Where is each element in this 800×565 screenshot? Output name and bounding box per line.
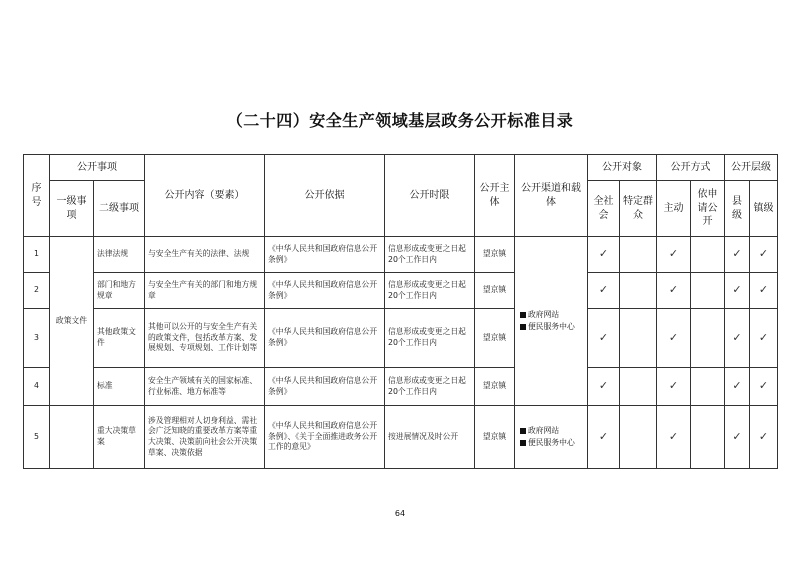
header-level2: 二级事项 xyxy=(94,181,145,237)
catalog-table xyxy=(23,154,778,469)
header-target-specific: 特定群众 xyxy=(620,181,657,237)
empty-cell xyxy=(620,406,657,469)
square-bullet-icon xyxy=(520,440,526,446)
row-level2: 重大决策草案 xyxy=(94,406,145,469)
row-basis: 《中华人民共和国政府信息公开条例》 xyxy=(265,273,385,309)
header-level-county: 县级 xyxy=(725,181,750,237)
square-bullet-icon xyxy=(520,428,526,434)
row-basis: 《中华人民共和国政府信息公开条例》 xyxy=(265,368,385,406)
row-seq: 2 xyxy=(24,273,50,309)
row-subject: 望京镇 xyxy=(475,368,515,406)
empty-cell xyxy=(50,406,94,469)
check-mark-icon: ✓ xyxy=(657,309,691,368)
row-level2: 部门和地方规章 xyxy=(94,273,145,309)
row-time: 信息形成或变更之日起20个工作日内 xyxy=(385,368,475,406)
check-mark-icon: ✓ xyxy=(657,273,691,309)
check-mark-icon: ✓ xyxy=(588,237,620,273)
row-level1: 政策文件 xyxy=(50,237,94,406)
check-mark-icon: ✓ xyxy=(750,309,778,368)
check-mark-icon: ✓ xyxy=(657,368,691,406)
check-mark-icon: ✓ xyxy=(725,237,750,273)
row-time: 信息形成或变更之日起20个工作日内 xyxy=(385,309,475,368)
row-content: 安全生产领域有关的国家标准、行业标准、地方标准等 xyxy=(145,368,265,406)
row-level2: 法律法规 xyxy=(94,237,145,273)
check-mark-icon: ✓ xyxy=(588,406,620,469)
empty-cell xyxy=(620,309,657,368)
header-basis: 公开依据 xyxy=(265,155,385,237)
channel-label: 政府网站 xyxy=(528,310,560,320)
row-basis: 《中华人民共和国政府信息公开条例》 xyxy=(265,309,385,368)
empty-cell xyxy=(620,237,657,273)
header-target-all: 全社会 xyxy=(588,181,620,237)
check-mark-icon: ✓ xyxy=(725,368,750,406)
page-title: （二十四）安全生产领域基层政务公开标准目录 xyxy=(226,111,574,130)
check-mark-icon: ✓ xyxy=(588,309,620,368)
check-mark-icon: ✓ xyxy=(588,273,620,309)
header-method-request: 依申请公开 xyxy=(691,181,725,237)
header-subject: 公开主体 xyxy=(475,155,515,237)
row-subject: 望京镇 xyxy=(475,309,515,368)
row-time: 按进展情况及时公开 xyxy=(385,406,475,469)
header-level: 公开层级 xyxy=(725,155,778,181)
row-level2: 标准 xyxy=(94,368,145,406)
row-seq: 5 xyxy=(24,406,50,469)
row-time: 信息形成或变更之日起20个工作日内 xyxy=(385,237,475,273)
table-row xyxy=(24,368,778,406)
channel-label: 便民服务中心 xyxy=(528,322,575,331)
square-bullet-icon xyxy=(520,324,526,330)
empty-cell xyxy=(691,368,725,406)
header-content: 公开内容（要素） xyxy=(145,155,265,237)
empty-cell xyxy=(691,309,725,368)
row-time: 信息形成或变更之日起20个工作日内 xyxy=(385,273,475,309)
row-seq: 4 xyxy=(24,368,50,406)
check-mark-icon: ✓ xyxy=(725,406,750,469)
header-method-active: 主动 xyxy=(657,181,691,237)
check-mark-icon: ✓ xyxy=(657,237,691,273)
channel-label: 政府网站 xyxy=(528,426,560,436)
row-basis: 《中华人民共和国政府信息公开条例》、《关于全面推进政务公开工作的意见》 xyxy=(265,406,385,469)
check-mark-icon: ✓ xyxy=(750,273,778,309)
header-method: 公开方式 xyxy=(657,155,725,181)
row-content: 涉及管理相对人切身利益、需社会广泛知晓的重要改革方案等重大决策、决策前向社会公开决策草案、决策依据 xyxy=(145,406,265,469)
row-subject: 望京镇 xyxy=(475,406,515,469)
table-row xyxy=(24,237,778,273)
empty-cell xyxy=(691,273,725,309)
row-content: 其他可以公开的与安全生产有关的政策文件，包括改革方案、发展规划、专项规划、工作计划等 xyxy=(145,309,265,368)
row-level2: 其他政策文件 xyxy=(94,309,145,368)
row-channels xyxy=(515,237,588,406)
row-subject: 望京镇 xyxy=(475,237,515,273)
empty-cell xyxy=(620,368,657,406)
table-row xyxy=(24,309,778,368)
table-row xyxy=(24,273,778,309)
row-channels xyxy=(515,406,588,469)
header-target: 公开对象 xyxy=(588,155,657,181)
page-number: 64 xyxy=(394,509,406,518)
empty-cell xyxy=(691,406,725,469)
check-mark-icon: ✓ xyxy=(657,406,691,469)
check-mark-icon: ✓ xyxy=(725,309,750,368)
channel-label: 便民服务中心 xyxy=(528,438,575,447)
header-seq: 序号 xyxy=(24,155,50,237)
row-basis: 《中华人民共和国政府信息公开条例》 xyxy=(265,237,385,273)
check-mark-icon: ✓ xyxy=(750,237,778,273)
square-bullet-icon xyxy=(520,312,526,318)
row-content: 与安全生产有关的部门和地方规章 xyxy=(145,273,265,309)
header-items: 公开事项 xyxy=(50,155,145,181)
row-subject: 望京镇 xyxy=(475,273,515,309)
row-content: 与安全生产有关的法律、法规 xyxy=(145,237,265,273)
check-mark-icon: ✓ xyxy=(725,273,750,309)
row-seq: 3 xyxy=(24,309,50,368)
header-time: 公开时限 xyxy=(385,155,475,237)
check-mark-icon: ✓ xyxy=(588,368,620,406)
check-mark-icon: ✓ xyxy=(750,368,778,406)
empty-cell xyxy=(620,273,657,309)
row-seq: 1 xyxy=(24,237,50,273)
check-mark-icon: ✓ xyxy=(750,406,778,469)
header-channel: 公开渠道和载体 xyxy=(515,155,588,237)
table-row xyxy=(24,406,778,469)
empty-cell xyxy=(691,237,725,273)
header-level-town: 镇级 xyxy=(750,181,778,237)
header-level1: 一级事项 xyxy=(50,181,94,237)
